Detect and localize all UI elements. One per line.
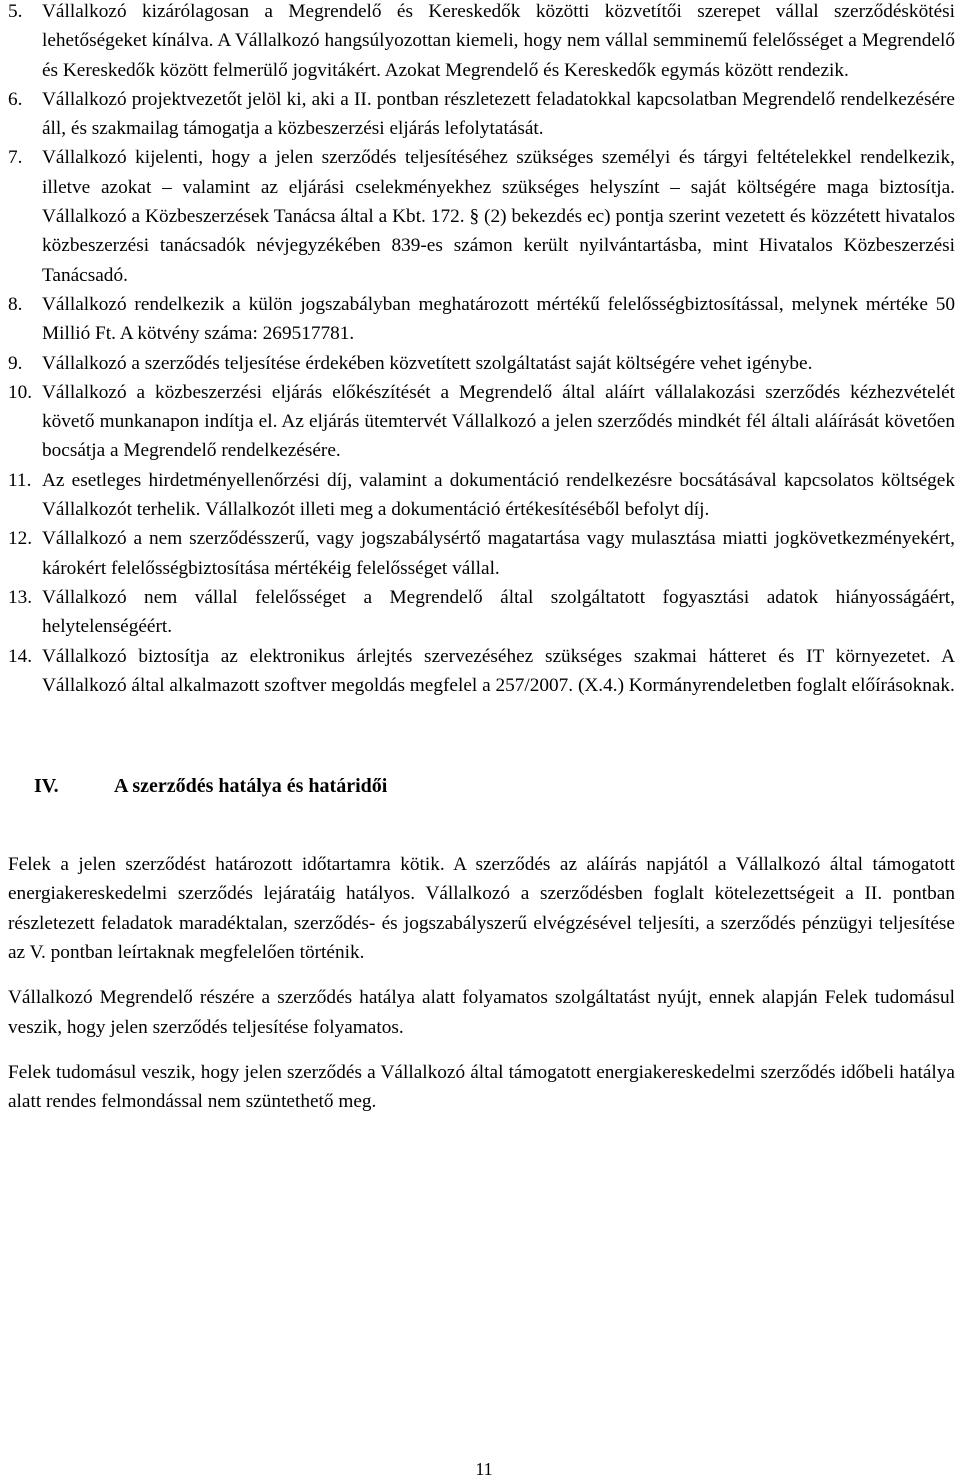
list-item-text: Vállalkozó projektvezetőt jelöl ki, aki a II. pontban részletezett feladatokkal kapcsolatban Megrendelő rendelkezésére áll, és szakmailag támogatja a közbeszerzési eljárás lefolytatását. xyxy=(42,88,955,140)
list-item xyxy=(8,583,955,642)
paragraph: Vállalkozó Megrendelő részére a szerződés hatálya alatt folyamatos szolgáltatást nyújt, ennek alapján Felek tudomásul veszik, hogy jelen szerződés teljesítése folyamatos. xyxy=(8,987,955,1038)
list-item-text: Vállalkozó rendelkezik a külön jogszabályban meghatározott mértékű felelősségbiztosítással, melynek mértéke 50 Millió Ft. A kötvény száma: 269517781. xyxy=(42,293,955,345)
list-item-text: Vállalkozó kizárólagosan a Megrendelő és Kereskedők közötti közvetítői szerepet vállal szerződéskötési lehetőségeket kínálva. A Vállalkozó hangsúlyozottan kiemeli, hogy nem vállal semminemű felelősséget a Megrendelő és Kereskedők között felmerülő jogvitákért. Azokat Megrendelő és Kereskedők egymás között rendezik. xyxy=(42,1,955,81)
list-item-text: Vállalkozó kijelenti, hogy a jelen szerződés teljesítéséhez szükséges személyi és tárgyi feltételekkel rendelkezik, illetve azokat – valamint az eljárási cselekményekhez szükséges helyszínt – saját költségére maga biztosítja. Vállalkozó a Közbeszerzések Tanácsa által a Kbt. 172. § (2) bekezdés ec) pontja szerint vezetett és közzétett hivatalos közbeszerzési tanácsadók névjegyzékében 839-es számon került nyilvántartásba, mint Hivatalos Közbeszerzési Tanácsadó. xyxy=(42,147,955,286)
list-item xyxy=(8,524,955,583)
list-item-number: 11. xyxy=(8,469,32,491)
list-item-number: 5. xyxy=(8,1,23,22)
list-item-text: Vállalkozó biztosítja az elektronikus árlejtés szervezéséhez szükséges szakmai hátteret és IT környezetet. A Vállalkozó által alkalmazott szoftver megoldás megfelel a 257/2007. (X.4.) Kormányrendeletben foglalt előírásoknak. xyxy=(42,645,955,696)
list-item-number: 10. xyxy=(8,381,33,403)
list-item xyxy=(8,349,955,378)
list-item xyxy=(8,466,955,525)
list-item-number: 8. xyxy=(8,293,23,315)
paragraph: Felek tudomásul veszik, hogy jelen szerződés a Vállalkozó által támogatott energiakereskedelmi szerződés időbeli hatálya alatt rendes felmondással nem szüntethető meg. xyxy=(8,1061,955,1113)
list-item xyxy=(8,290,955,349)
list-item xyxy=(8,85,955,144)
list-item-text: Vállalkozó nem vállal felelősséget a Megrendelő által szolgáltatott fogyasztási adatok hiányosságáért, helytelenségéért. xyxy=(42,586,955,638)
section-title: A szerződés hatálya és határidői xyxy=(114,775,388,798)
list-item xyxy=(8,378,955,466)
list-item-number: 9. xyxy=(8,352,23,374)
list-item xyxy=(8,642,955,701)
list-item xyxy=(8,0,955,85)
list-item-text: Az esetleges hirdetményellenőrzési díj, valamint a dokumentáció rendelkezésre bocsátásával kapcsolatos költségek Vállalkozót terhelik. Vállalkozót illeti meg a dokumentáció értékesítéséből befolyt díj. xyxy=(42,469,955,521)
list-item-number: 12. xyxy=(8,528,33,550)
list-item-number: 6. xyxy=(8,88,23,110)
list-item-text: Vállalkozó a közbeszerzési eljárás előkészítését a Megrendelő által aláírt vállalakozási szerződés kézhezvételét követő munkanapon indítja el. Az eljárás ütemtervét Vállalkozó a jelen szerződés mindkét fél általi aláírását követően bocsátja a Megrendelő rendelkezésére. xyxy=(42,381,955,462)
list-item-text: Vállalkozó a nem szerződésszerű, vagy jogszabálysértő magatartása vagy mulasztása miatti jogkövetkezményekért, károkért felelősségbiztosítása mértékéig felelősséget vállal. xyxy=(42,528,955,579)
list-item-number: 14. xyxy=(8,645,33,667)
paragraph: Felek a jelen szerződést határozott időtartamra kötik. A szerződés az aláírás napjától a Vállalkozó által támogatott energiakereskedelmi szerződés lejáratáig hatályos. Vállalkozó a szerződésben foglalt kötelezettségeit a II. pontban részletezett feladatok maradéktalan, szerződés- és jogszabályszerű elvégzésével teljesíti, a szerződés pénzügyi teljesítése az V. pontban leírtaknak megfelelően történik. xyxy=(8,854,955,964)
list-item-text: Vállalkozó a szerződés teljesítése érdekében közvetített szolgáltatást saját költségére vehet igénybe. xyxy=(42,352,813,374)
list-item xyxy=(8,143,955,289)
list-item-number: 7. xyxy=(8,147,23,169)
page-number: 11 xyxy=(475,1459,493,1479)
section-heading xyxy=(8,772,955,800)
document-body xyxy=(8,0,955,1117)
section-number: IV. xyxy=(34,775,59,798)
list-item-number: 13. xyxy=(8,586,33,608)
